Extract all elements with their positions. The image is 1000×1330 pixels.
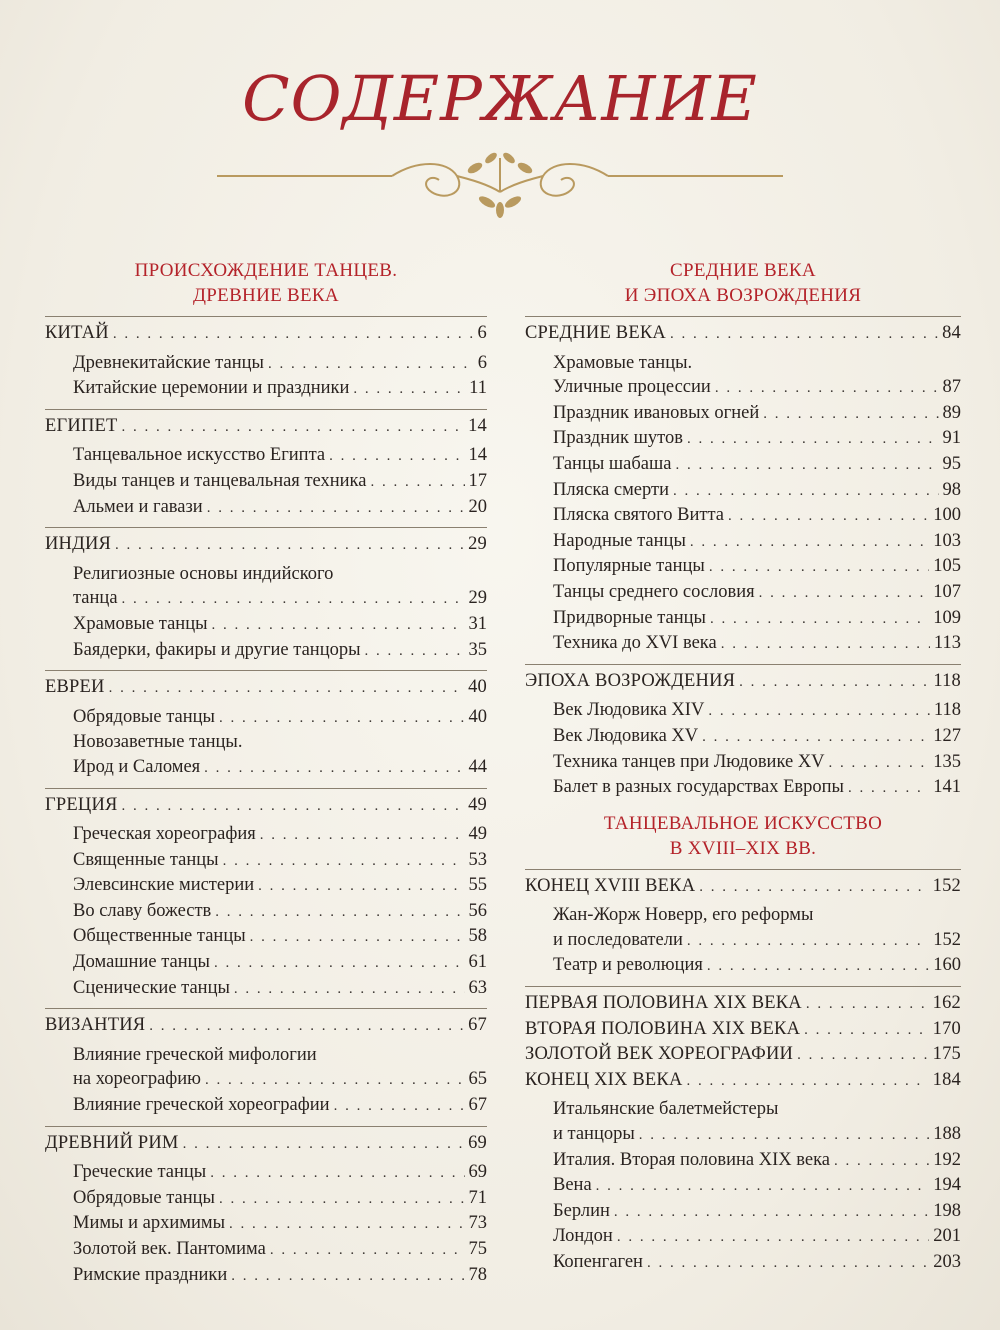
entry-title: ВИЗАНТИЯ xyxy=(45,1015,146,1036)
entry-title: Во славу божеств xyxy=(73,900,212,921)
toc-entry[interactable] xyxy=(45,873,487,899)
page-number: 40 xyxy=(468,677,487,698)
dot-leader xyxy=(687,1069,929,1094)
page-number: 31 xyxy=(468,613,487,634)
page-number: 6 xyxy=(477,323,487,343)
toc-entry[interactable] xyxy=(45,822,487,848)
dot-leader xyxy=(721,632,930,657)
toc-entry[interactable] xyxy=(525,750,961,776)
entry-title: Альмеи и гавази xyxy=(73,496,203,517)
toc-entry[interactable] xyxy=(525,452,961,478)
entry-title: Пляска смерти xyxy=(553,479,669,500)
dot-leader xyxy=(329,444,464,469)
dot-leader xyxy=(113,322,474,347)
dot-leader xyxy=(214,951,465,976)
entry-title: ЕГИПЕТ xyxy=(45,415,118,436)
entry-title: Виды танцев и танцевальная техника xyxy=(73,470,367,491)
toc-entry[interactable] xyxy=(45,586,487,612)
page-number: 14 xyxy=(468,445,487,466)
toc-entry[interactable] xyxy=(525,1122,961,1148)
spacer xyxy=(45,1119,487,1123)
entry-title: и последователи xyxy=(553,929,683,950)
toc-entry[interactable] xyxy=(525,580,961,606)
page-number: 49 xyxy=(468,824,487,845)
toc-chapter-entry[interactable] xyxy=(45,1126,487,1157)
entry-title: Пляска святого Витта xyxy=(553,505,725,526)
entry-title: Век Людовика XV xyxy=(553,725,699,746)
dot-leader xyxy=(219,1187,465,1212)
entry-title: Греческая хореография xyxy=(73,824,256,845)
toc-chapter-entry[interactable] xyxy=(45,788,487,819)
section-heading-line: В XVIII–XIX ВВ. xyxy=(669,837,817,859)
dot-leader xyxy=(215,900,464,925)
spacer xyxy=(45,1001,487,1005)
dot-leader xyxy=(708,699,930,724)
dot-leader xyxy=(715,376,939,401)
page-number: 29 xyxy=(468,534,487,555)
dot-leader xyxy=(675,453,938,478)
toc-entry[interactable] xyxy=(45,469,487,495)
page-number: 14 xyxy=(468,415,487,436)
spacer xyxy=(45,1288,487,1292)
page-number: 63 xyxy=(468,977,487,998)
dot-leader xyxy=(210,1161,464,1186)
toc-entry[interactable] xyxy=(45,730,487,755)
dot-leader xyxy=(122,415,465,440)
entry-title: Обрядовые танцы xyxy=(73,706,215,727)
section-heading xyxy=(525,811,961,861)
spacer xyxy=(525,801,961,805)
page-number: 73 xyxy=(468,1213,487,1234)
entry-title: ВТОРАЯ ПОЛОВИНА XIX ВЕКА xyxy=(525,1018,801,1039)
toc-entry[interactable] xyxy=(525,1199,961,1225)
toc-entry[interactable] xyxy=(45,1160,487,1186)
toc-entry[interactable] xyxy=(45,562,487,587)
toc-chapter-entry[interactable] xyxy=(45,409,487,440)
page-number: 98 xyxy=(942,479,961,500)
entry-title: Народные танцы xyxy=(553,530,686,551)
toc-entry[interactable] xyxy=(45,1067,487,1093)
section-heading-line: ДРЕВНИЕ ВЕКА xyxy=(193,285,339,306)
toc-entry[interactable] xyxy=(525,401,961,427)
page-number: 170 xyxy=(932,1018,961,1039)
toc-entry[interactable] xyxy=(525,1148,961,1174)
entry-title: Храмовые танцы. xyxy=(553,352,693,373)
page-number: 184 xyxy=(932,1069,961,1090)
spacer xyxy=(45,781,487,785)
dot-leader xyxy=(270,1238,465,1263)
dot-leader xyxy=(115,533,464,558)
dot-leader xyxy=(231,1264,464,1289)
toc-entry[interactable] xyxy=(45,1211,487,1237)
dot-leader xyxy=(687,427,939,452)
dot-leader xyxy=(829,751,930,776)
toc-entry[interactable] xyxy=(525,631,961,657)
entry-title: Влияние греческой хореографии xyxy=(73,1095,330,1116)
page-number: 6 xyxy=(477,352,487,373)
spacer xyxy=(525,657,961,661)
entry-title: Театр и революция xyxy=(553,955,703,976)
entry-title: ИНДИЯ xyxy=(45,534,112,555)
toc-entry[interactable] xyxy=(45,638,487,664)
page-number: 44 xyxy=(468,756,487,777)
entry-title: и танцоры xyxy=(553,1124,635,1145)
page-number: 91 xyxy=(942,428,961,449)
toc-chapter-entry[interactable] xyxy=(525,1017,961,1043)
toc-entry[interactable] xyxy=(45,1237,487,1263)
entry-title: Ирод и Саломея xyxy=(73,756,201,777)
page-number: 192 xyxy=(933,1149,961,1170)
entry-title: Жан-Жорж Новерр, его реформы xyxy=(553,905,814,926)
page-number: 69 xyxy=(468,1132,487,1153)
entry-title: Придворные танцы xyxy=(553,607,706,628)
toc-entry[interactable] xyxy=(525,698,961,724)
page-number: 203 xyxy=(933,1252,961,1272)
toc-entry[interactable] xyxy=(525,426,961,452)
entry-title: Танцы среднего сословия xyxy=(553,581,755,602)
spacer xyxy=(45,663,487,667)
toc-entry[interactable] xyxy=(525,554,961,580)
entry-title: Священные танцы xyxy=(73,849,219,870)
dot-leader xyxy=(212,613,465,638)
dot-leader xyxy=(763,402,938,427)
section-heading-line: СРЕДНИЕ ВЕКА xyxy=(670,260,816,281)
page-number: 127 xyxy=(933,725,961,746)
dot-leader xyxy=(258,874,464,899)
page-number: 61 xyxy=(468,952,487,973)
entry-title: Танцевальное искусство Египта xyxy=(73,445,326,466)
entry-title: ДРЕВНИЙ РИМ xyxy=(45,1132,179,1153)
toc-entry[interactable] xyxy=(525,1250,961,1276)
page-number: 17 xyxy=(468,470,487,491)
page-number: 141 xyxy=(933,777,961,798)
dot-leader xyxy=(728,504,929,529)
dot-leader xyxy=(702,725,929,750)
dot-leader xyxy=(365,639,465,664)
dot-leader xyxy=(353,377,465,402)
entry-title: Древнекитайские танцы xyxy=(73,352,264,373)
entry-title: на хореографию xyxy=(73,1069,202,1090)
toc-chapter-entry[interactable] xyxy=(525,664,961,695)
toc-entry[interactable] xyxy=(525,1097,961,1122)
toc-entry[interactable] xyxy=(525,928,961,954)
entry-title: Общественные танцы xyxy=(73,926,246,947)
entry-title: Балет в разных государствах Европы xyxy=(553,777,844,798)
page-number: 69 xyxy=(468,1162,487,1183)
page-number: 198 xyxy=(933,1200,961,1221)
page-number: 107 xyxy=(933,581,961,602)
dot-leader xyxy=(759,581,930,606)
page-number: 29 xyxy=(468,588,487,609)
dot-leader xyxy=(614,1200,929,1225)
dot-leader xyxy=(797,1043,929,1068)
dot-leader xyxy=(234,977,465,1002)
vine-ornament-icon xyxy=(217,150,783,220)
toc-entry[interactable] xyxy=(525,529,961,555)
entry-title: Италия. Вторая половина XIX века xyxy=(553,1149,830,1170)
toc-entry[interactable] xyxy=(45,950,487,976)
dot-leader xyxy=(334,1094,465,1119)
dot-leader xyxy=(687,929,929,954)
entry-title: Золотой век. Пантомима xyxy=(73,1239,266,1259)
dot-leader xyxy=(268,352,474,377)
toc-entry[interactable] xyxy=(525,1173,961,1199)
dot-leader xyxy=(205,1068,464,1093)
entry-title: Вена xyxy=(553,1175,592,1196)
entry-title: ГРЕЦИЯ xyxy=(45,794,118,815)
page-number: 109 xyxy=(933,607,961,628)
entry-title: Римские праздники xyxy=(73,1264,228,1285)
page-number: 100 xyxy=(933,505,961,526)
dot-leader xyxy=(848,776,929,801)
entry-title: Китайские церемонии и праздники xyxy=(73,378,350,399)
dot-leader xyxy=(690,530,929,555)
page-number: 160 xyxy=(933,955,961,976)
page-number: 84 xyxy=(942,323,961,343)
toc-entry[interactable] xyxy=(45,443,487,469)
toc-entry[interactable] xyxy=(45,1093,487,1119)
dot-leader xyxy=(707,954,929,979)
entry-title: Влияние греческой мифологии xyxy=(73,1044,317,1065)
toc-entry[interactable] xyxy=(45,1043,487,1068)
dot-leader xyxy=(223,849,465,874)
dot-leader xyxy=(219,706,465,731)
toc-entry[interactable] xyxy=(45,495,487,521)
entry-title: ЗОЛОТОЙ ВЕК ХОРЕОГРАФИИ xyxy=(525,1044,794,1065)
page-number: 152 xyxy=(933,929,961,950)
entry-title: КОНЕЦ XVIII ВЕКА xyxy=(525,875,696,896)
toc-right-column xyxy=(525,258,961,1280)
toc-entry[interactable] xyxy=(45,755,487,781)
entry-title: Религиозные основы индийского xyxy=(73,563,334,584)
entry-title: ПЕРВАЯ ПОЛОВИНА XIX ВЕКА xyxy=(525,993,802,1014)
page-number: 75 xyxy=(468,1239,487,1259)
page-number: 103 xyxy=(933,530,961,551)
toc-entry[interactable] xyxy=(525,375,961,401)
toc-entry[interactable] xyxy=(525,903,961,928)
page-number: 175 xyxy=(932,1044,961,1065)
entry-title: Домашние танцы xyxy=(73,952,210,973)
entry-title: Век Людовика XIV xyxy=(553,700,705,721)
dot-leader xyxy=(229,1212,465,1237)
page-number: 49 xyxy=(468,794,487,815)
page-number: 113 xyxy=(933,633,961,654)
entry-title: СРЕДНИЕ ВЕКА xyxy=(525,323,666,343)
entry-title: Праздник ивановых огней xyxy=(553,402,760,423)
section-heading-line: ПРОИСХОЖДЕНИЕ ТАНЦЕВ. xyxy=(134,260,398,281)
toc-chapter-entry[interactable] xyxy=(45,1008,487,1039)
page-number: 201 xyxy=(933,1226,961,1247)
page-number: 135 xyxy=(933,751,961,772)
toc-entry[interactable] xyxy=(45,848,487,874)
toc-chapter-entry[interactable] xyxy=(525,1042,961,1068)
toc-entry[interactable] xyxy=(525,724,961,750)
entry-title: Элевсинские мистерии xyxy=(73,875,255,896)
toc-entry[interactable] xyxy=(45,705,487,731)
spacer xyxy=(525,1276,961,1280)
entry-title: КОНЕЦ XIX ВЕКА xyxy=(525,1069,683,1090)
section-heading-line: И ЭПОХА ВОЗРОЖДЕНИЯ xyxy=(624,285,862,306)
dot-leader xyxy=(596,1174,930,1199)
page-number: 87 xyxy=(942,377,961,398)
page-number: 20 xyxy=(468,496,487,517)
page-number: 58 xyxy=(468,926,487,947)
entry-title: Баядерки, факиры и другие танцоры xyxy=(73,639,361,660)
dot-leader xyxy=(122,794,465,819)
dot-leader xyxy=(207,496,465,521)
toc-chapter-entry[interactable] xyxy=(525,1068,961,1094)
entry-title: Берлин xyxy=(553,1200,610,1221)
dot-leader xyxy=(617,1225,929,1250)
toc-entry[interactable] xyxy=(525,1224,961,1250)
toc-chapter-entry[interactable] xyxy=(45,670,487,701)
dot-leader xyxy=(250,925,465,950)
page-number: 55 xyxy=(468,875,487,896)
toc-entry[interactable] xyxy=(45,351,487,377)
dot-leader xyxy=(710,607,929,632)
page-title: СОДЕРЖАНИЕ xyxy=(242,62,758,135)
entry-title: Обрядовые танцы xyxy=(73,1187,215,1208)
toc-entry[interactable] xyxy=(45,924,487,950)
page-number: 56 xyxy=(468,900,487,921)
entry-title: КИТАЙ xyxy=(45,323,109,343)
dot-leader xyxy=(806,992,929,1017)
dot-leader xyxy=(370,470,464,495)
page-number: 65 xyxy=(468,1069,487,1090)
page-number: 162 xyxy=(932,993,961,1014)
entry-title: ЭПОХА ВОЗРОЖДЕНИЯ xyxy=(525,670,736,691)
entry-title: ЕВРЕИ xyxy=(45,677,105,698)
section-heading-line: ТАНЦЕВАЛЬНОЕ ИСКУССТВО xyxy=(603,812,883,834)
toc-chapter-entry[interactable] xyxy=(45,527,487,558)
entry-title: Греческие танцы xyxy=(73,1162,207,1183)
toc-entry[interactable] xyxy=(45,1186,487,1212)
toc-chapter-entry[interactable] xyxy=(525,316,961,347)
page-number: 53 xyxy=(468,849,487,870)
page-number: 188 xyxy=(933,1124,961,1145)
spacer xyxy=(45,402,487,406)
entry-title: Сценические танцы xyxy=(73,977,230,998)
toc-entry[interactable] xyxy=(45,899,487,925)
entry-title: Популярные танцы xyxy=(553,556,705,577)
dot-leader xyxy=(122,587,465,612)
page-number: 118 xyxy=(933,700,961,721)
toc-entry[interactable] xyxy=(45,376,487,402)
entry-title: Лондон xyxy=(553,1226,613,1247)
dot-leader xyxy=(647,1251,929,1276)
dot-leader xyxy=(709,555,929,580)
dot-leader xyxy=(260,823,465,848)
dot-leader xyxy=(699,875,928,900)
toc-chapter-entry[interactable] xyxy=(525,869,961,900)
toc-entry[interactable] xyxy=(45,976,487,1002)
toc-entry[interactable] xyxy=(45,612,487,638)
entry-title: Техника до XVI века xyxy=(553,633,717,654)
page-number: 118 xyxy=(933,670,961,691)
page-number: 105 xyxy=(933,556,961,577)
page-number: 35 xyxy=(468,639,487,660)
page-number: 95 xyxy=(942,453,961,474)
spacer xyxy=(45,520,487,524)
toc-entry[interactable] xyxy=(525,953,961,979)
entry-title: Итальянские балетмейстеры xyxy=(553,1099,779,1120)
dot-leader xyxy=(834,1149,929,1174)
dot-leader xyxy=(670,322,938,347)
entry-title: Храмовые танцы xyxy=(73,613,208,634)
toc-entry[interactable] xyxy=(525,775,961,801)
toc-chapter-entry[interactable] xyxy=(525,986,961,1017)
page-number: 67 xyxy=(468,1015,487,1036)
entry-title: Новозаветные танцы. xyxy=(73,732,243,753)
dot-leader xyxy=(149,1014,464,1039)
page-number: 71 xyxy=(468,1187,487,1208)
page-number: 78 xyxy=(468,1264,487,1285)
dot-leader xyxy=(109,676,465,701)
dot-leader xyxy=(739,670,929,695)
dot-leader xyxy=(183,1132,465,1157)
toc-entry[interactable] xyxy=(525,351,961,376)
page-number: 194 xyxy=(933,1175,961,1196)
toc-chapter-entry[interactable] xyxy=(45,316,487,347)
spacer xyxy=(525,979,961,983)
page-number: 152 xyxy=(932,875,961,896)
page-number: 67 xyxy=(468,1095,487,1116)
dot-leader xyxy=(639,1123,929,1148)
page-number: 40 xyxy=(468,706,487,727)
section-heading xyxy=(525,258,961,308)
entry-title: Праздник шутов xyxy=(553,428,683,449)
entry-title: танца xyxy=(73,588,118,609)
entry-title: Копенгаген xyxy=(553,1252,643,1272)
toc-entry[interactable] xyxy=(45,1263,487,1289)
page-number: 11 xyxy=(469,378,487,399)
entry-title: Уличные процессии xyxy=(553,377,711,398)
page-number: 89 xyxy=(942,402,961,423)
toc-left-column xyxy=(45,258,487,1292)
entry-title: Техника танцев при Людовике XV xyxy=(553,751,825,772)
dot-leader xyxy=(673,479,939,504)
toc-entry[interactable] xyxy=(525,503,961,529)
entry-title: Мимы и архимимы xyxy=(73,1213,225,1234)
toc-entry[interactable] xyxy=(525,606,961,632)
dot-leader xyxy=(204,756,464,781)
dot-leader xyxy=(804,1018,928,1043)
section-heading xyxy=(45,258,487,308)
entry-title: Танцы шабаша xyxy=(553,453,672,474)
toc-entry[interactable] xyxy=(525,478,961,504)
